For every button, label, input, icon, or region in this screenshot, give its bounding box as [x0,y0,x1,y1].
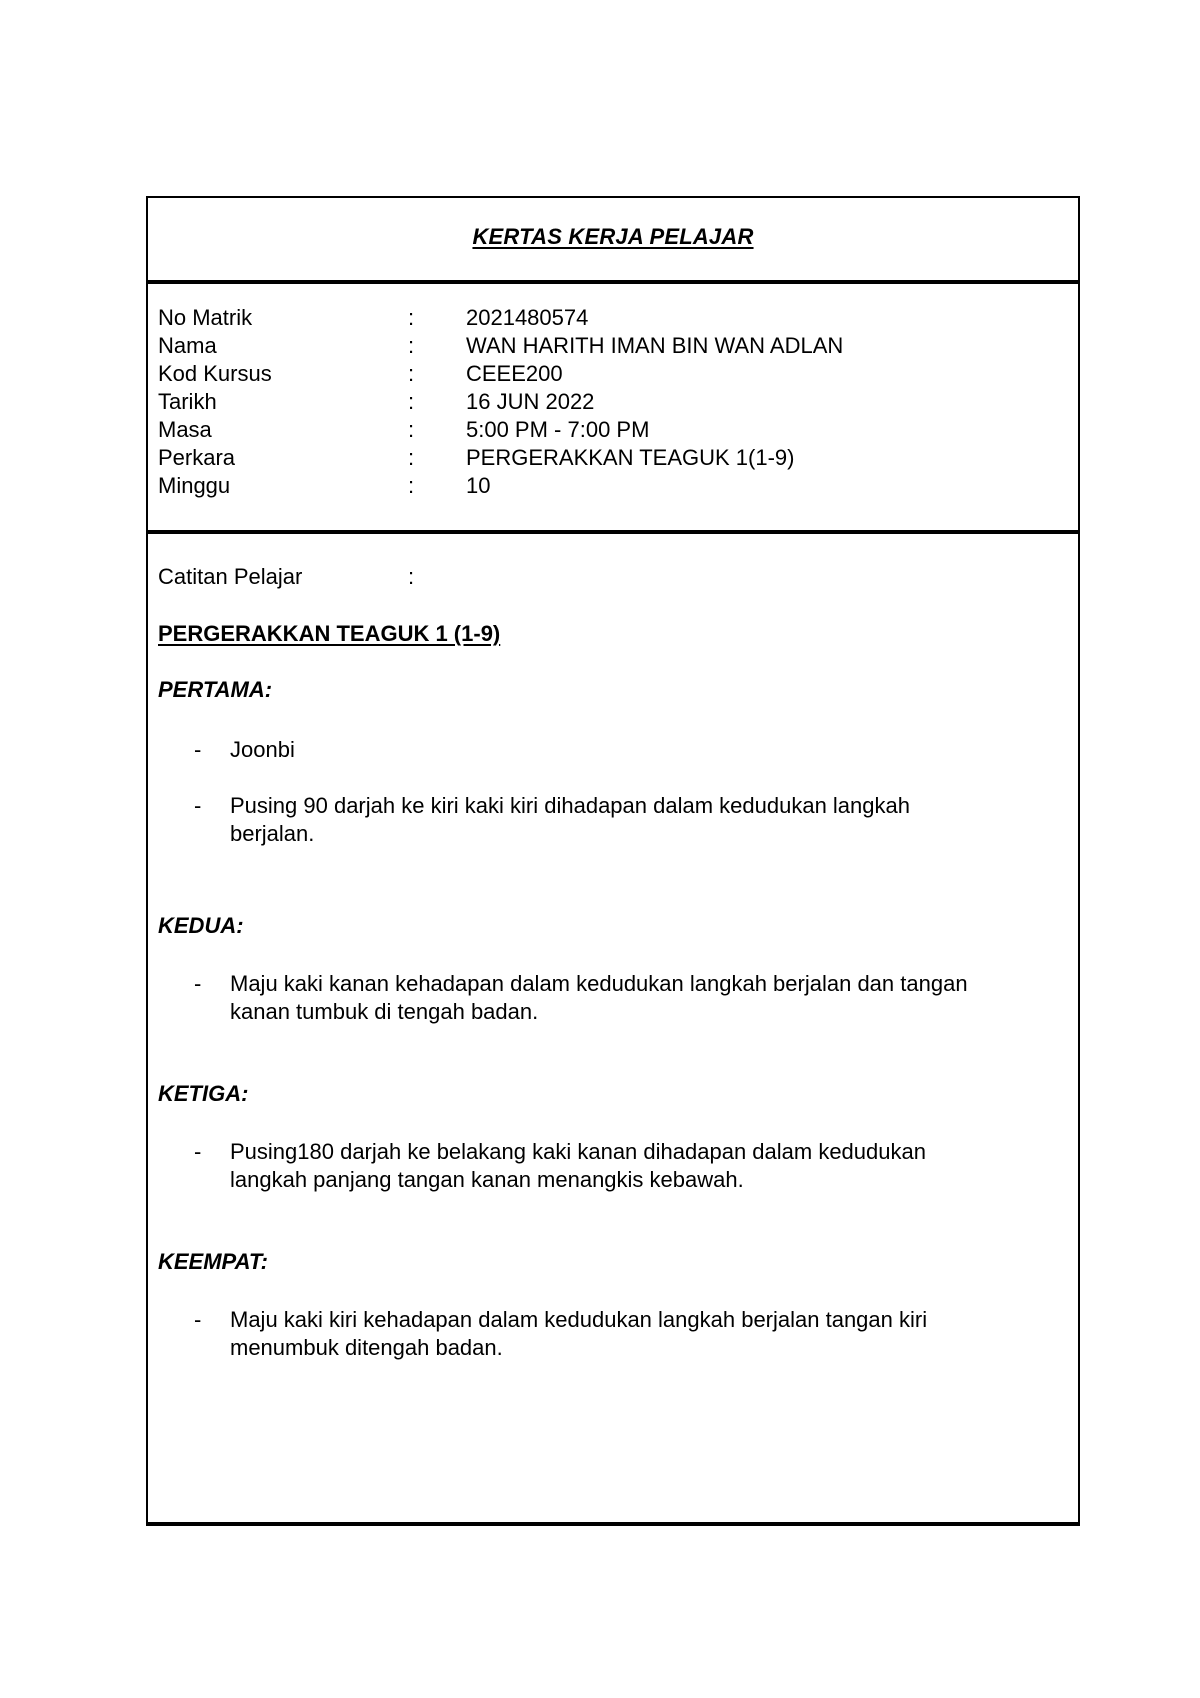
info-colon: : [408,333,415,358]
info-row-tarikh [158,388,1058,416]
document-title: KERTAS KERJA PELAJAR [472,224,754,249]
info-colon: : [408,417,415,442]
info-label: Kod Kursus [158,361,272,386]
info-label: Nama [158,333,217,358]
step-item-text: Pusing180 darjah ke belakang kaki kanan dihadapan dalam kedudukan langkah panjang tangan kanan menangkis kebawah. [230,1139,926,1192]
worksheet-frame [146,196,1080,1526]
info-row-kod-kursus [158,360,1058,388]
info-label: Minggu [158,473,231,498]
info-colon: : [408,361,415,386]
title-section [148,198,1078,284]
info-value: 2021480574 [466,305,589,330]
bullet-dash: - [194,793,202,818]
step-heading-keempat: KEEMPAT: [158,1249,268,1274]
info-row-masa [158,416,1058,444]
info-row-nama [158,332,1058,360]
info-label: Tarikh [158,389,217,414]
step-item-text: Pusing 90 darjah ke kiri kaki kiri dihadapan dalam kedudukan langkah berjalan. [230,793,910,846]
step-heading-ketiga: KETIGA: [158,1081,249,1106]
info-row-perkara [158,444,1058,472]
info-colon: : [408,389,415,414]
info-value: 10 [466,473,491,498]
bullet-dash: - [194,1307,202,1332]
info-label: No Matrik [158,305,253,330]
step-heading-pertama: PERTAMA: [158,677,273,702]
info-label: Masa [158,417,212,442]
info-value: CEEE200 [466,361,563,386]
info-colon: : [408,305,415,330]
student-info-section [148,284,1078,534]
info-value: WAN HARITH IMAN BIN WAN ADLAN [466,333,844,358]
info-row-minggu [158,472,1058,500]
info-value: PERGERAKKAN TEAGUK 1(1-9) [466,445,795,470]
step-item-text: Joonbi [230,737,295,762]
info-colon: : [408,445,415,470]
info-row-no-matrik [158,304,1058,332]
bullet-dash: - [194,1139,202,1164]
step-item-text: Maju kaki kiri kehadapan dalam kedudukan langkah berjalan tangan kiri menumbuk ditengah badan. [230,1307,928,1360]
main-heading: PERGERAKKAN TEAGUK 1 (1-9) [158,621,501,646]
step-heading-kedua: KEDUA: [158,913,244,938]
info-label: Perkara [158,445,236,470]
step-item-text: Maju kaki kanan kehadapan dalam kedudukan langkah berjalan dan tangan kanan tumbuk di tengah badan. [230,971,968,1024]
info-value: 5:00 PM - 7:00 PM [466,417,650,442]
bullet-dash: - [194,737,202,762]
info-value: 16 JUN 2022 [466,389,595,414]
notes-label: Catitan Pelajar [158,564,303,589]
notes-colon: : [408,564,415,589]
bullet-dash: - [194,971,202,996]
info-colon: : [408,473,415,498]
